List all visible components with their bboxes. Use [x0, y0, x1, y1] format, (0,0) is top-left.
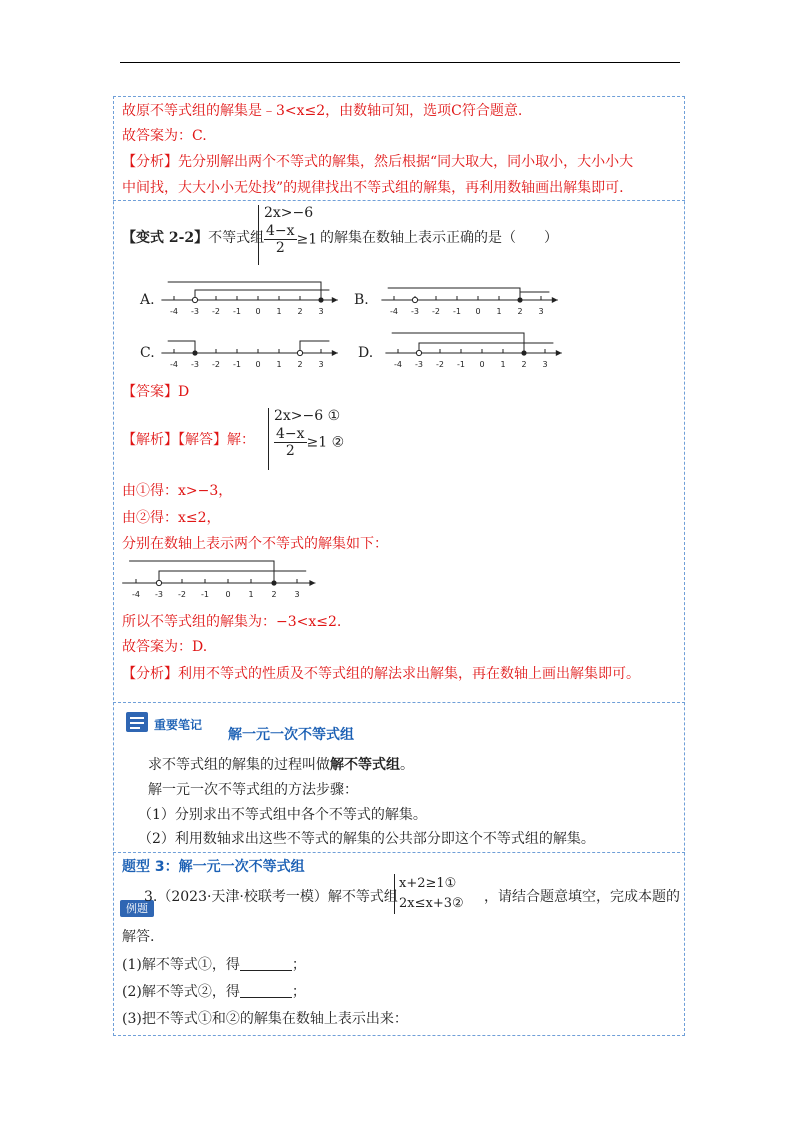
- variant-label: 【变式 2-2】: [122, 230, 209, 246]
- step-3: 分别在数轴上表示两个不等式的解集如下：: [122, 536, 388, 552]
- type3-title: 题型 3：解一元一次不等式组: [122, 859, 305, 875]
- option-b-tick-label: -1: [453, 307, 461, 316]
- option-b-open-point: [412, 297, 417, 302]
- solution-line-tick-label: -4: [132, 590, 140, 599]
- option-d-closed-point: [521, 350, 526, 355]
- option-c-tick-label: 0: [255, 360, 261, 369]
- option-b-tick-label: -2: [432, 307, 440, 316]
- answer-line: 故答案为：C.: [122, 128, 207, 144]
- notes-line-2: 解一元一次不等式组的方法步骤：: [148, 782, 358, 798]
- part-2: (2)解不等式②，得 ；: [122, 984, 306, 1000]
- option-d-ray: [419, 343, 553, 353]
- option-c-tick-label: -2: [212, 360, 220, 369]
- option-d-tick-label: -1: [457, 360, 465, 369]
- option-b-tick-label: 2: [517, 307, 523, 316]
- variant-prefix: 不等式组: [208, 230, 265, 246]
- option-c-tick-label: 1: [276, 360, 282, 369]
- option-a-ray: [195, 290, 329, 300]
- question-eq-1: x+2≥1①: [399, 876, 457, 891]
- solution-line-arrow: [309, 580, 315, 586]
- solution-line-tick-label: -2: [178, 590, 186, 599]
- fraction: $\frac{4-x}{2}$: [276, 426, 305, 459]
- result: 所以不等式组的解集为：−3<x≤2.: [122, 614, 342, 630]
- option-d-label: D.: [358, 345, 374, 361]
- option-c-tick-label: -1: [233, 360, 241, 369]
- option-b-tick-label: 3: [538, 307, 544, 316]
- inequality-1: 2x>−6: [264, 205, 314, 221]
- question-cont: 解答.: [122, 929, 155, 945]
- option-d-tick-label: 2: [521, 360, 527, 369]
- notes-title: 解一元一次不等式组: [228, 727, 354, 743]
- step-2: 由②得：x≤2，: [122, 510, 221, 526]
- solution-line-tick-label: -3: [155, 590, 163, 599]
- option-a-tick-label: 2: [297, 307, 303, 316]
- option-d-arrow: [556, 350, 562, 356]
- option-b-arrow: [552, 297, 558, 303]
- option-a-tick-label: -2: [212, 307, 220, 316]
- question-prefix: 3.（2023·天津·校联考一模）解不等式组: [144, 889, 398, 905]
- option-a-tick-label: 1: [276, 307, 282, 316]
- answer-2: 故答案为：D.: [122, 639, 208, 655]
- analysis: 【分析】利用不等式的性质及不等式组的解法求出解集，再在数轴上画出解集即可。: [122, 666, 640, 682]
- option-b-closed-point: [517, 297, 522, 302]
- option-d-tick-label: 3: [542, 360, 548, 369]
- option-b-tick-label: -4: [390, 307, 398, 316]
- option-a-open-point: [192, 297, 197, 302]
- part-3: (3)把不等式①和②的解集在数轴上表示出来：: [122, 1011, 408, 1027]
- option-a-closed-point: [318, 297, 323, 302]
- option-c-ray: [168, 341, 195, 353]
- relation: ≥1: [296, 231, 318, 248]
- option-a-tick-label: -3: [191, 307, 199, 316]
- solution-line: 故原不等式组的解集是﹣3<x≤2，由数轴可知，选项C符合题意.: [122, 103, 523, 119]
- solution-system: [268, 408, 344, 470]
- option-d-tick-label: 1: [500, 360, 506, 369]
- solution-eq-1: 2x>−6 ①: [274, 408, 341, 424]
- option-a-tick-label: -4: [170, 307, 178, 316]
- example-tag: 例题: [120, 900, 154, 917]
- solution-line-ray: [129, 561, 274, 583]
- notes-line-3: （1）分别求出不等式组中各个不等式的解集。: [138, 807, 427, 823]
- question-eq-2: 2x≤x+3②: [399, 896, 464, 911]
- option-a-arrow: [332, 297, 338, 303]
- option-d-tick-label: -4: [394, 360, 402, 369]
- solution-line-tick-label: -1: [201, 590, 209, 599]
- option-b-tick-label: 0: [475, 307, 481, 316]
- option-b-ray: [520, 292, 549, 300]
- option-c-tick-label: -4: [170, 360, 178, 369]
- option-a-tick-label: 3: [318, 307, 324, 316]
- answer-blank-2[interactable]: [240, 983, 292, 998]
- option-d-tick-label: 0: [479, 360, 485, 369]
- notes-badge: 重要笔记: [154, 718, 203, 732]
- answer: 【答案】D: [122, 384, 190, 400]
- step-1: 由①得：x>−3，: [122, 483, 233, 499]
- option-b-tick-label: 1: [496, 307, 502, 316]
- option-c-ray: [300, 341, 329, 353]
- solution-line-tick-label: 2: [271, 590, 277, 599]
- option-c-tick-label: 2: [297, 360, 303, 369]
- option-d-tick-label: -3: [415, 360, 423, 369]
- analysis-line-1: 【分析】先分别解出两个不等式的解集，然后根据“同大取大，同小取小，大小小大: [122, 154, 634, 170]
- option-a-tick-label: -1: [233, 307, 241, 316]
- solution-line-ray: [159, 571, 306, 583]
- option-a-label: A.: [140, 292, 155, 308]
- part-1: (1)解不等式①，得 ；: [122, 957, 306, 973]
- option-b-label: B.: [354, 292, 369, 308]
- solution-line-tick-label: 0: [225, 590, 231, 599]
- option-a-ray: [168, 282, 321, 300]
- notes-icon: [126, 710, 152, 734]
- relation: ≥1 ②: [306, 434, 345, 451]
- option-c-tick-label: -3: [191, 360, 199, 369]
- solution-label: 【解析】【解答】解：: [122, 432, 255, 448]
- answer-blank-1[interactable]: [240, 956, 292, 971]
- option-c-arrow: [332, 350, 338, 356]
- option-c-tick-label: 3: [318, 360, 324, 369]
- option-d-tick-label: -2: [436, 360, 444, 369]
- option-b-ray: [388, 288, 520, 300]
- option-c-open-point: [297, 350, 302, 355]
- question-suffix: ，请结合题意填空，完成本题的: [484, 889, 680, 905]
- solution-line-closed-point: [271, 580, 276, 585]
- option-b-tick-label: -3: [411, 307, 419, 316]
- question-system: [394, 874, 464, 914]
- solution-line-tick-label: 1: [248, 590, 254, 599]
- option-c-label: C.: [140, 345, 155, 361]
- option-c-closed-point: [192, 350, 197, 355]
- solution-line-tick-label: 3: [294, 590, 300, 599]
- option-a-tick-label: 0: [255, 307, 261, 316]
- analysis-line-2: 中间找，大大小小无处找”的规律找出不等式组的解集，再利用数轴画出解集即可.: [122, 180, 624, 196]
- option-d-open-point: [416, 350, 421, 355]
- solution-line-open-point: [156, 580, 161, 585]
- fraction: $\frac{4-x}{2}$: [266, 223, 295, 256]
- notes-line-4: （2）利用数轴求出这些不等式的解集的公共部分即这个不等式组的解集。: [138, 831, 595, 847]
- variant-suffix: 的解集在数轴上表示正确的是（ ）: [320, 230, 558, 246]
- notes-line-1: 求不等式组的解集的过程叫做解不等式组。: [148, 757, 414, 773]
